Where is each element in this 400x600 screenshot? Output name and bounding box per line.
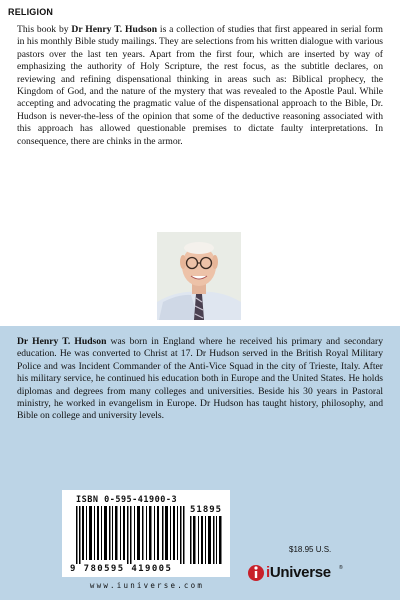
price: $18.95 U.S. (289, 545, 332, 554)
book-blurb: This book by Dr Henry T. Hudson is a collection of studies that first appeared in serial form in his monthly Bible study mailings. They are selections from his written dialogue with various pastors over the last ten years. Apart from the first four, which are inserted by way of emphasizing the authority of Holy Scripture, the rest focus, as the subtitle declares, on reviewing and refining dispensational thinking in areas such as: Biblical prophecy, the Kingdom of God, and the nature of the mystery that was revealed to the Apostle Paul. While accepting and advocating the pragmatic value of the dispensational approach to the Bible, Dr. Hudson is never-the-less of the opinion that some of the deductive reasoning associated with this approach has allowed questionable premises to dictate faulty interpretations. In consequence, there are chinks in the armor. (17, 24, 383, 147)
publisher-website: www.iuniverse.com (89, 581, 205, 590)
author-photo (157, 232, 241, 320)
iuniverse-logo (247, 561, 367, 585)
barcode-bars (76, 506, 186, 564)
author-bio-panel (0, 326, 400, 600)
barcode-addon-bars (190, 516, 224, 564)
barcode-ean-digits: 9 780595 419005 (70, 564, 173, 574)
bio-author-name: Dr Henry T. Hudson (17, 336, 107, 347)
blurb-author-name: Dr Henry T. Hudson (71, 24, 158, 35)
isbn-number: ISBN 0-595-41900-3 (76, 495, 178, 505)
category-label: RELIGION (8, 7, 54, 17)
barcode (62, 490, 230, 577)
iuniverse-logo-text: iUniverse (266, 564, 331, 581)
iuniverse-logo-icon (247, 561, 265, 583)
trademark-symbol: ® (339, 565, 343, 571)
author-bio: Dr Henry T. Hudson was born in England where he received his primary and secondary education. He was converted to Christ at 17. Dr Hudson served in the British Royal Military Police and was Incident Commander of the Anti-Vice Squad in the city of Trieste, Italy. After his military service, he continued his education both in Europe and the United States. He holds diplomas and degrees from many colleges and universities. Beside his 30 years in Pastoral ministry, he worked in evangelism in Europe. Dr Hudson has taught history, philosophy, and Bible on college and university levels. (17, 336, 384, 422)
barcode-addon-digits: 51895 (190, 505, 223, 515)
